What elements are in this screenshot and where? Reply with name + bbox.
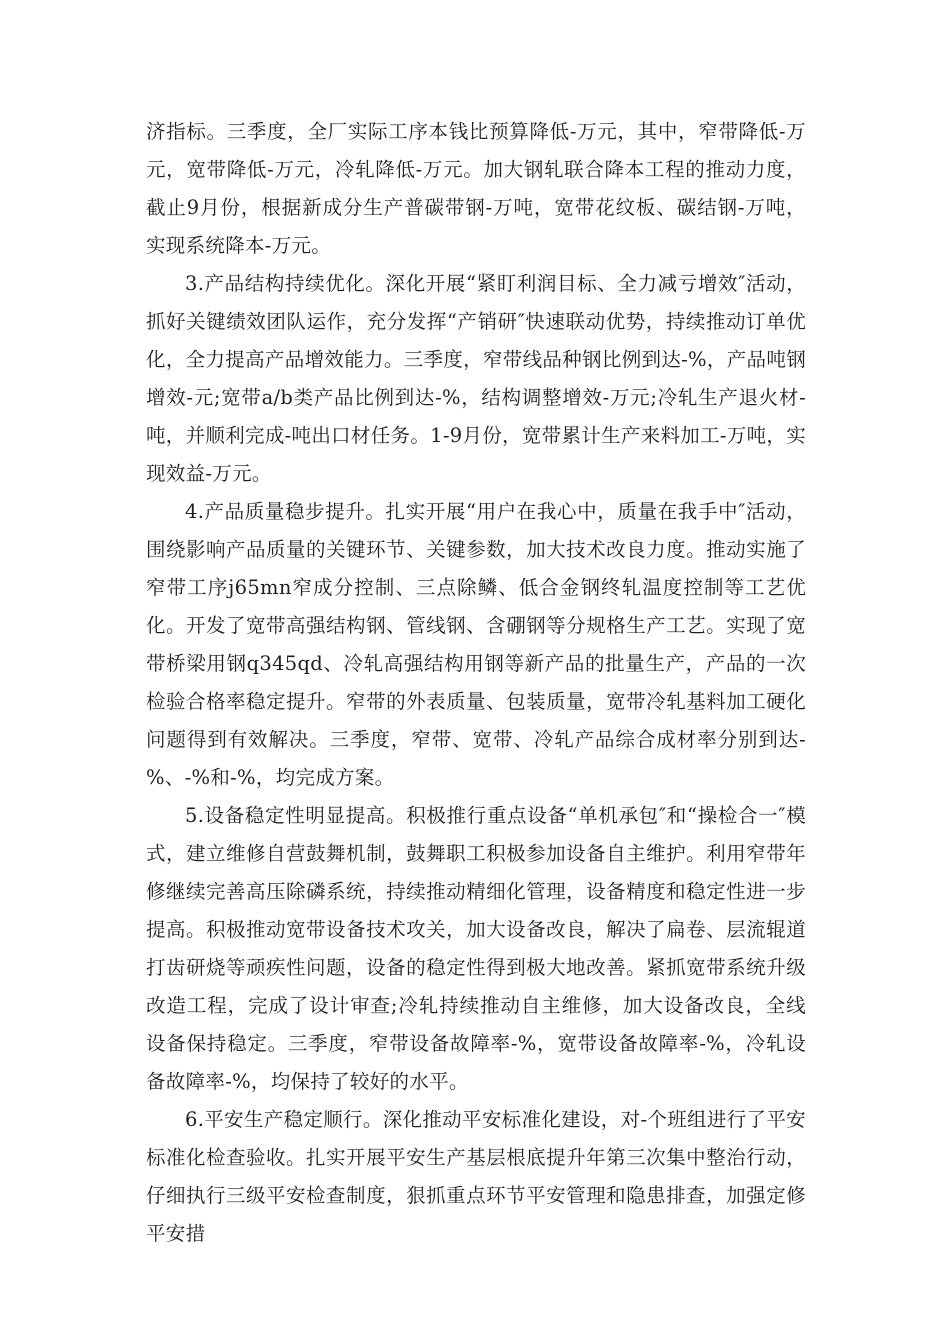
- paragraph-product-structure: 3.产品结构持续优化。深化开展“紧盯利润目标、全力减亏增效″活动，抓好关键绩效团队运作，充分发挥“产销研″快速联动优势，持续推动订单优化，全力提高产品增效能力。三季度，窄带线品种钢比例到达-%，产品吨钢增效-元;宽带a/b类产品比例到达-%，结构调整增效-万元;冷轧生产退火材-吨，并顺利完成-吨出口材任务。1-9月份，宽带累计生产来料加工-万吨，实现效益-万元。: [146, 272, 806, 485]
- paragraph-equipment-stability: 5.设备稳定性明显提高。积极推行重点设备“单机承包″和“操检合一″模式，建立维修自营鼓舞机制，鼓舞职工积极参加设备自主维护。利用窄带年修继续完善高压除磷系统，持续推动精细化管理，设备精度和稳定性进一步提高。积极推动宽带设备技术攻关，加大设备改良，解决了扁卷、层流辊道打齿研烧等顽疾性问题，设备的稳定性得到极大地改善。紧抓宽带系统升级改造工程，完成了设计审查;冷轧持续推动自主维修，加大设备改良，全线设备保持稳定。三季度，窄带设备故障率-%，宽带设备故障率-%，冷轧设备故障率-%，均保持了较好的水平。: [146, 804, 806, 1093]
- paragraph-product-quality: 4.产品质量稳步提升。扎实开展“用户在我心中，质量在我手中″活动，围绕影响产品质量的关键环节、关键参数，加大技术改良力度。推动实施了窄带工序j65mn窄成分控制、三点除鳞、低合金钢终轧温度控制等工艺优化。开发了宽带高强结构钢、管线钢、含硼钢等分规格生产工艺。实现了宽带桥梁用钢q345qd、冷轧高强结构用钢等新产品的批量生产，产品的一次检验合格率稳定提升。窄带的外表质量、包装质量，宽带冷轧基料加工硬化问题得到有效解决。三季度，窄带、宽带、冷轧产品综合成材率分别到达-%、-%和-%，均完成方案。: [146, 500, 806, 789]
- paragraph-safety-production: 6.平安生产稳定顺行。深化推动平安标准化建设，对-个班组进行了平安标准化检查验收。扎实开展平安生产基层根底提升年第三次集中整治行动，仔细执行三级平安检查制度，狠抓重点环节平安管理和隐患排查，加强定修平安措: [146, 1108, 806, 1245]
- paragraph-economic-indicators: 济指标。三季度，全厂实际工序本钱比预算降低-万元，其中，窄带降低-万元，宽带降低-万元，冷轧降低-万元。加大钢轧联合降本工程的推动力度，截止9月份，根据新成分生产普碳带钢-万吨，宽带花纹板、碳结钢-万吨，实现系统降本-万元。: [146, 120, 806, 257]
- document-body: [146, 113, 806, 1253]
